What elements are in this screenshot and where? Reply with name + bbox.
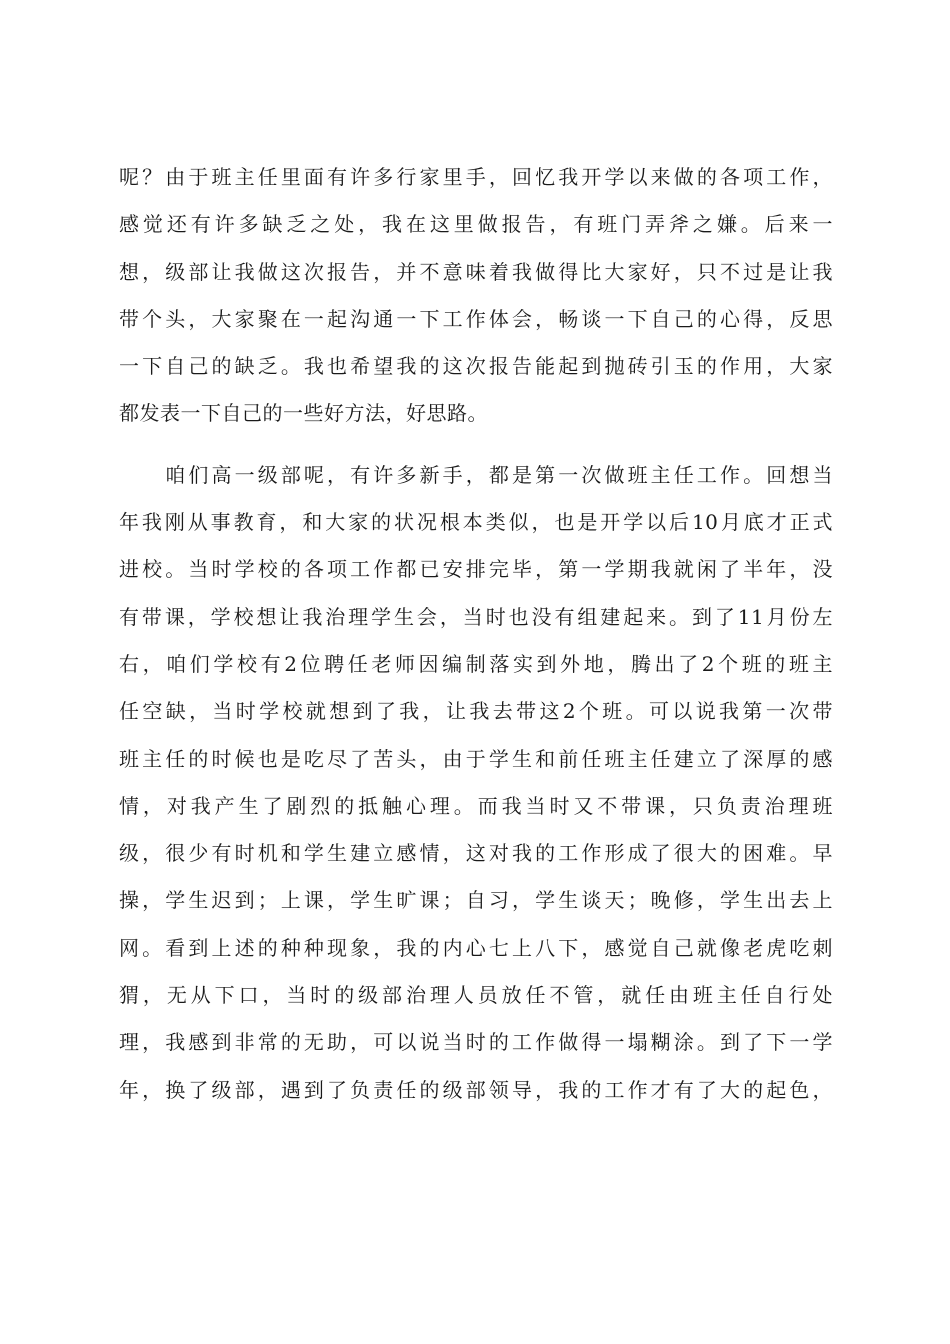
text-line: 猬，无从下口，当时的级部治理人员放任不管，就任由班主任自行处 [119, 983, 833, 1008]
text-line: 感觉还有许多缺乏之处，我在这里做报告，有班门弄斧之嫌。后来一 [119, 212, 833, 237]
text-line: 网。看到上述的种种现象，我的内心七上八下，感觉自己就像老虎吃刺 [119, 935, 833, 960]
paragraph-1 [119, 154, 833, 438]
text-line: 班主任的时候也是吃尽了苦头，由于学生和前任班主任建立了深厚的感 [119, 746, 833, 771]
text-line: 带个头，大家聚在一起沟通一下工作体会，畅谈一下自己的心得，反思 [119, 306, 833, 331]
paragraph-spacer [119, 438, 833, 452]
body-text [119, 154, 833, 1114]
text-line: 年，换了级部，遇到了负责任的级部领导，我的工作才有了大的起色， [119, 1077, 833, 1102]
text-line: 都发表一下自己的一些好方法，好思路。 [119, 401, 488, 426]
text-line: 咱们高一级部呢，有许多新手，都是第一次做班主任工作。回想当 [119, 462, 833, 487]
text-line: 呢？由于班主任里面有许多行家里手，回忆我开学以来做的各项工作， [119, 165, 833, 189]
text-line: 级，很少有时机和学生建立感情，这对我的工作形成了很大的困难。早 [119, 841, 833, 866]
text-line: 一下自己的缺乏。我也希望我的这次报告能起到抛砖引玉的作用，大家 [119, 354, 833, 379]
text-line: 有带课，学校想让我治理学生会，当时也没有组建起来。到了11月份左 [119, 604, 833, 629]
text-line: 年我刚从事教育，和大家的状况根本类似，也是开学以后10月底才正式 [119, 510, 833, 535]
text-line: 进校。当时学校的各项工作都已安排完毕，第一学期我就闲了半年，没 [119, 557, 833, 582]
text-line: 情，对我产生了剧烈的抵触心理。而我当时又不带课，只负责治理班 [119, 793, 833, 818]
text-line: 理，我感到非常的无助，可以说当时的工作做得一塌糊涂。到了下一学 [119, 1030, 833, 1055]
text-line: 操，学生迟到；上课，学生旷课；自习，学生谈天；晚修，学生出去上 [119, 888, 833, 913]
paragraph-2 [119, 452, 833, 1114]
text-line: 任空缺，当时学校就想到了我，让我去带这2个班。可以说我第一次带 [119, 699, 833, 724]
text-line: 右，咱们学校有2位聘任老师因编制落实到外地，腾出了2个班的班主 [119, 651, 833, 676]
text-line: 想，级部让我做这次报告，并不意味着我做得比大家好，只不过是让我 [119, 259, 833, 284]
